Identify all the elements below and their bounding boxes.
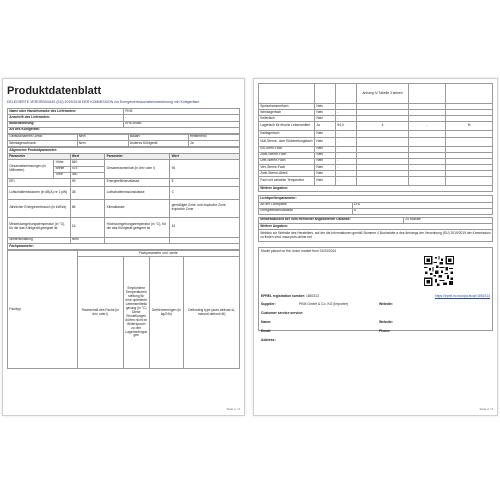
- volume-label: Gesamtrauminhalt (in dm³ oder l): [105, 160, 170, 178]
- compartment-col-head: Defrosting type (auto-defrost=A, manual defrost=M): [184, 257, 240, 369]
- compartment-yesno: Nein: [315, 171, 336, 177]
- volume-value: 94: [170, 160, 240, 178]
- param-name: Klimaklasse:: [105, 199, 170, 217]
- address-label: Address:: [261, 338, 276, 343]
- dim-key: Tiefe: [54, 172, 70, 178]
- compartment-yesno: Nein: [315, 164, 336, 170]
- qr-code-icon: [424, 256, 454, 286]
- type-cell: Weinlagerschrank:: [8, 140, 78, 146]
- blank-cell: [259, 84, 315, 104]
- compartment-volume: -: [336, 137, 357, 146]
- compartment-freeze: -: [408, 122, 445, 131]
- page-title: Produktdatenblatt: [7, 85, 102, 97]
- compartment-col-head: Rauminhalt des Fachs (in dm³ oder l): [77, 257, 123, 369]
- blank-cell: [336, 84, 357, 104]
- guarantee-table: [258, 217, 493, 242]
- light-value: LED: [352, 202, 492, 208]
- param-name: Luftschallemissionsklasse: [105, 186, 170, 199]
- more-info-label-2: Weitere Angaben:: [259, 223, 493, 229]
- compartment-freeze: [408, 177, 445, 186]
- param-name: Mindestumgebungstemperatur (in °C), für die das Kühlgerät geeignet ist: [8, 217, 71, 237]
- value-head: Wert: [170, 154, 240, 160]
- name-label: Name:: [261, 320, 272, 325]
- address-value: -: [124, 115, 240, 121]
- value-head: Wert: [70, 154, 105, 160]
- compartment-volume: -: [336, 104, 357, 110]
- eprel-info: [261, 295, 490, 342]
- more-info-label: Weitere Angaben:: [259, 186, 493, 192]
- dim-value: 840: [70, 160, 105, 166]
- blank-cell: [408, 84, 445, 104]
- supplier-table: [7, 108, 240, 134]
- page-number: Seite 1 / 2: [226, 407, 240, 412]
- blank-cell: [446, 84, 493, 104]
- weblink-text: Weblink zur Website des Herstellers, auf der die Informationen gemäß Nummer 4 Buchstabe a des Anhangs der Verordnung (EU) 2019/2019 der Kommission zu finden sind: www.pkm-online.net: [259, 230, 493, 242]
- compartment-yesno: Nein: [315, 137, 336, 146]
- compartment-volume: -: [336, 152, 357, 158]
- param-value: 99: [70, 178, 105, 186]
- compartment-yesno: Nein: [315, 104, 336, 110]
- compartment-temp: [357, 177, 408, 186]
- regulation-text: DELEGIERTE VERORDNUNG (EU) 2019/2016 DER KOMMISSION zur Energieverbrauchskennzeichnung von Kühlgeräten: [7, 100, 200, 105]
- compartment-yesno: Nein: [315, 116, 336, 122]
- compartment-name: Null-Sterne- oder Eisbereitungsfach: [259, 137, 315, 146]
- compartment-volume: 94,0: [336, 122, 357, 131]
- param-name: EEI: [8, 178, 71, 186]
- type-cell: freistehend: [188, 134, 239, 140]
- website-label: Website:: [379, 302, 394, 307]
- annex-head: Anhang IV Tabelle 3 stehen: [357, 84, 408, 104]
- address-label: Anschrift des Lieferanten:: [8, 115, 124, 121]
- compartment-yesno: Nein: [315, 110, 336, 116]
- guarantee-label: Mindestlaufzeit der vom Hersteller angebotenen Garantie:: [259, 217, 404, 223]
- compartment-table: [7, 250, 240, 369]
- compartment-temp: [357, 137, 408, 146]
- datasheet-page-1: [2, 78, 245, 416]
- market-text: Model placed on the Union market from 31/03/2024: [261, 249, 337, 254]
- compartment-rows-table: [258, 83, 493, 192]
- compartment-defrost: [446, 137, 493, 146]
- dim-value: 475: [70, 166, 105, 172]
- param-head: Parameter: [8, 154, 71, 160]
- type-table: [7, 134, 240, 147]
- supplier-value: PKM: [124, 109, 240, 115]
- compartment-name: Kaltlagerfach: [259, 131, 315, 137]
- eprel-box: [258, 247, 493, 343]
- supplier-label: Name oder Handelsmarke des Lieferanten:: [8, 109, 124, 115]
- compartment-defrost: M: [446, 122, 493, 131]
- compartment-volume: -: [336, 131, 357, 137]
- compartment-name: Vier-Sterne-Fach: [259, 164, 315, 170]
- eprel-label: EPREL registration number:: [261, 294, 306, 299]
- model-label: Modellkennung:: [8, 121, 124, 127]
- param-name: Energieeffizienzklasse: [105, 178, 170, 186]
- eprel-value: 1892313: [306, 294, 319, 299]
- customer-service-label: Customer service service:: [261, 311, 304, 316]
- compartment-yesno: Nein: [315, 158, 336, 164]
- compartment-volume: -: [336, 171, 357, 177]
- compartment-yesno: Ja: [315, 122, 336, 131]
- param-value: Nein: [70, 237, 105, 243]
- compartment-name: Speisekammerfach: [259, 104, 315, 110]
- contact-grid: [261, 302, 490, 342]
- param-name: Winterschaltung: [8, 237, 71, 243]
- supplier-label: Supplier:: [261, 302, 276, 307]
- compartment-type-head: Fachtyp: [8, 251, 78, 369]
- dim-key: Breite: [54, 166, 70, 172]
- phone-label: Phone:: [379, 329, 391, 334]
- compartment-col-head: Gefriervermögen (in kg/24h): [149, 257, 184, 369]
- compartment-name: Weinlagerfach: [259, 110, 315, 116]
- website-label-2: Website:: [379, 320, 394, 325]
- param-name: Luftschallemissionen (in dB(A) re 1 pW): [8, 186, 71, 199]
- param-name: Höchstumgebungstemperatur (in °C), für die das Kühlgerät geeignet ist: [105, 217, 170, 237]
- general-params-table: [7, 147, 240, 250]
- compartment-name: Ein-Stern-Fach: [259, 146, 315, 152]
- compartment-defrost: [446, 177, 493, 186]
- type-cell: Anderes Kühlgerät:: [128, 140, 188, 146]
- param-value: 38: [70, 186, 105, 199]
- compartment-volume: -: [336, 177, 357, 186]
- compartment-name: Lagerfach für frische Lebensmittel: [259, 122, 315, 131]
- compartment-volume: -: [336, 110, 357, 116]
- supplier-value: PKM GmbH & Co. KG (Importer): [299, 302, 349, 307]
- light-key: Energieeffizienzklasse: [259, 208, 353, 214]
- param-value: 16: [70, 217, 105, 237]
- compartment-name: Zwei-Sterne-Fach: [259, 152, 315, 158]
- general-label: Allgemeine Produktparameter:: [8, 148, 240, 154]
- param-value: 86: [70, 199, 105, 217]
- type-cell: Nein: [77, 140, 128, 146]
- light-value: G: [352, 208, 492, 214]
- compartment-volume: -: [336, 164, 357, 170]
- compartment-name: Kellerfach: [259, 116, 315, 122]
- guarantee-value: 24 Monate: [404, 217, 493, 223]
- website-value[interactable]: [415, 302, 490, 306]
- compartment-head: Fachparameter und -werte: [77, 251, 239, 257]
- param-value: C: [170, 186, 240, 199]
- compartment-name: Drei-Sterne-Fach: [259, 158, 315, 164]
- type-cell: Ja: [188, 140, 239, 146]
- light-table: [258, 195, 493, 214]
- compartment-volume: -: [336, 158, 357, 164]
- compartment-label: Fachparameter:: [8, 243, 240, 249]
- param-value: 43: [170, 217, 240, 237]
- type-cell: Bauart:: [128, 134, 188, 140]
- dim-key: Höhe: [54, 160, 70, 166]
- compartment-temp: 4: [357, 122, 408, 131]
- eprel-link[interactable]: https://eprel.ec.europa.eu/qr/1892313: [435, 294, 490, 299]
- type-cell: Geräuscharmes Gerät:: [8, 134, 78, 140]
- compartment-yesno: Nein: [315, 152, 336, 158]
- datasheet-page-2: [253, 78, 498, 416]
- compartment-freeze: [408, 137, 445, 146]
- compartment-yesno: Nein: [315, 131, 336, 137]
- compartment-volume: -: [336, 116, 357, 122]
- type-label: Art des Kühlgeräts:: [8, 127, 240, 133]
- compartment-yesno: Nein: [315, 177, 336, 186]
- blank-cell: [315, 84, 336, 104]
- page-number: Seite 2 / 2: [479, 407, 493, 412]
- email-label: Email:: [261, 329, 272, 334]
- compartment-volume: -: [336, 146, 357, 152]
- dims-label: Gesamtabmessungen (in Millimeter): [8, 160, 54, 178]
- type-cell: Nein: [77, 134, 128, 140]
- light-key: Art der Lichtquelle: [259, 202, 353, 208]
- dim-value: 450: [70, 172, 105, 178]
- param-value: gemäßigte Zone, sub-tropische Zone, tropische Zone: [170, 199, 240, 217]
- compartment-col-head: Empfohlene Temperatureinstellung für eine optimierte Lebensmittellagerung (in °C) Diese Einstellungen dürfen nicht im Widerspruch zu den Lagerbedingungen: [123, 257, 149, 369]
- param-name: Jährlicher Energieverbrauch (in kWh/a): [8, 199, 71, 217]
- model-value: KHE3938B: [124, 121, 240, 127]
- compartment-yesno: Nein: [315, 146, 336, 152]
- param-head: Parameter: [105, 154, 170, 160]
- param-value: E: [170, 178, 240, 186]
- compartment-name: Zwei-Sterne-Abteil: [259, 171, 315, 177]
- light-label: Lichtquellenparameter:: [259, 196, 493, 202]
- compartment-name: Fach mit variabler Temperatur: [259, 177, 315, 186]
